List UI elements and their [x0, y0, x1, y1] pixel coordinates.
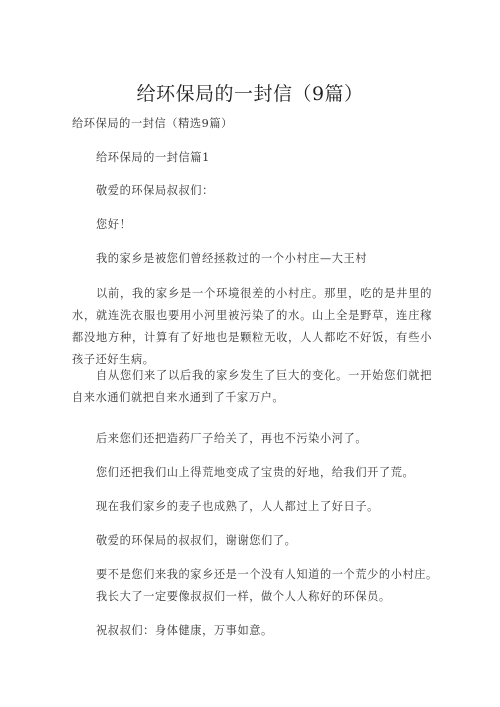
- paragraph: 后来您们还把造药厂子给关了，再也不污染小河了。: [96, 432, 368, 445]
- salutation: 敬爱的环保局叔叔们：: [96, 184, 214, 197]
- paragraph: 我长大了一定要像叔叔们一样，做个人人称好的环保员。: [96, 590, 391, 603]
- greeting: 您好！: [96, 218, 132, 231]
- paragraph: 以前，我的家乡是一个环境很差的小村庄。那里，吃的是井里的水，就连洗衣服也要用小河里被污染了的水。山上全是野草，连庄稼都没地方种，计算有了好地也是颗粒无收，人人都吃不好饭，有些小孩子还好生病。: [72, 287, 432, 366]
- section-heading: 给环保局的一封信篇1: [96, 151, 210, 164]
- document-title: 给环保局的一封信（9篇）: [136, 83, 364, 105]
- paragraph: 现在我们家乡的麦子也成熟了，人人都过上了好日子。: [96, 500, 379, 513]
- paragraph: 我的家乡是被您们曾经拯救过的一个小村庄—大王村: [96, 252, 368, 265]
- paragraph: 敬爱的环保局的叔叔们，谢谢您们了。: [96, 534, 297, 547]
- paragraph: 您们还把我们山上得荒地变成了宝贵的好地，给我们开了荒。: [96, 466, 415, 479]
- closing-wish: 祝叔叔们：身体健康，万事如意。: [96, 624, 273, 637]
- paragraph: 自从您们来了以后我的家乡发生了巨大的变化。一开始您们就把自来水通们就把自来水通到了千家万户。: [72, 369, 432, 404]
- document-subtitle: 给环保局的一封信（精选9篇）: [72, 117, 233, 130]
- paragraph: 要不是您们来我的家乡还是一个没有人知道的一个荒少的小村庄。: [96, 568, 438, 581]
